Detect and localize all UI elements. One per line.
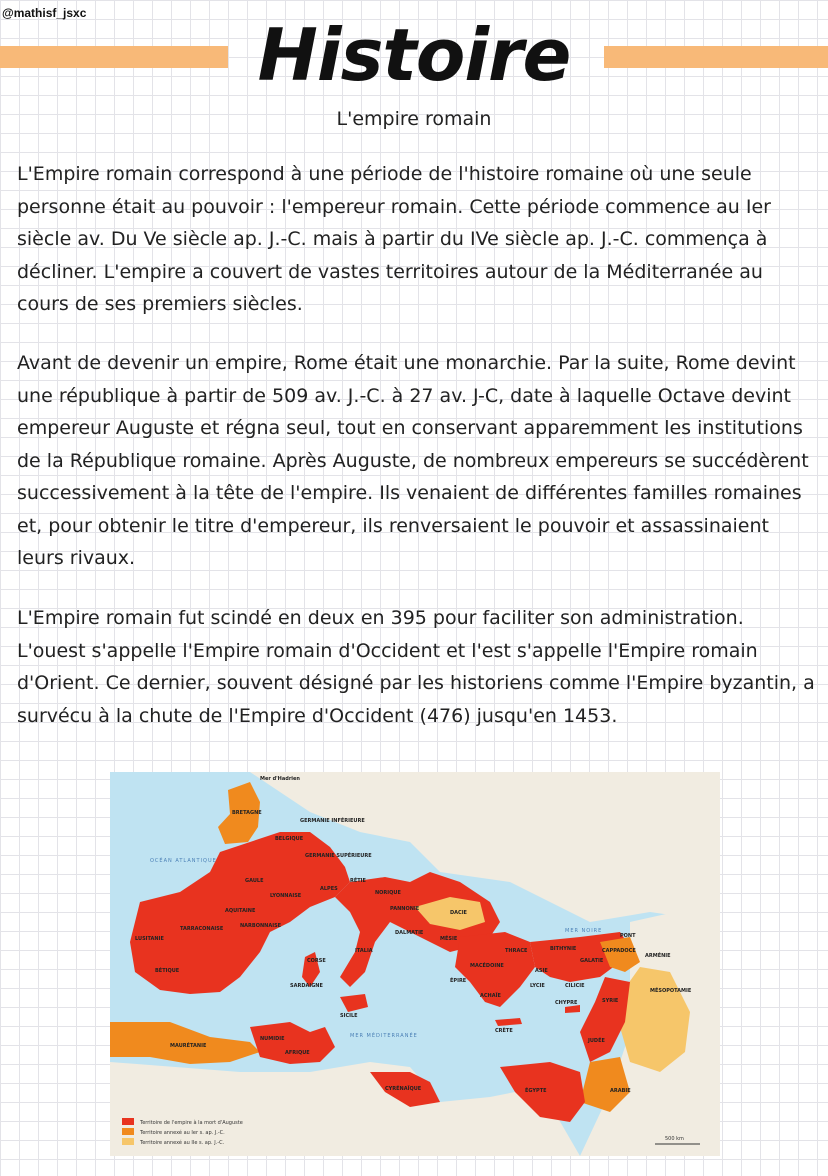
paragraph-history: Avant de devenir un empire, Rome était une monarchie. Par la suite, Rome devint une république à partir de 509 av. J.-C. à 27 av. J-C, date à laquelle Octave devint empereur Auguste et régna seul, tout en conservant apparemment les institutions de la République romaine. Après Auguste, de nombreux empereurs se succédèrent successivement à la tête de l'empire. Ils venaient de différentes familles romaines et, pour obtenir le titre d'empereur, ils renversaient le pouvoir et assassinaient leurs rivaux.	[17, 352, 809, 569]
map-label-syrie: SYRIE	[602, 998, 619, 1004]
map-label-lycie: LYCIE	[530, 983, 545, 989]
map-label-judee: JUDÉE	[588, 1038, 605, 1044]
legend-swatch-2nd-century	[122, 1138, 134, 1145]
map-svg	[110, 772, 720, 1156]
map-label-atlantic: OCÉAN ATLANTIQUE	[150, 858, 217, 864]
paragraph-division: L'Empire romain fut scindé en deux en 395 pour faciliter son administration. L'ouest s'appelle l'Empire romain d'Occident et l'est s'appelle l'Empire romain d'Orient. Ce dernier, souvent désigné par les historiens comme l'Empire byzantin, a survécu à la chute de l'Empire d'Occident (476) jusqu'en 1453.	[17, 607, 815, 727]
map-label-chypre: CHYPRE	[555, 1000, 578, 1006]
map-label-epire: ÉPIRE	[450, 978, 467, 984]
legend-label-2nd-century: Territoire annexé au IIe s. ap. J.-C.	[140, 1140, 225, 1146]
map-label-mauretanie: MAURÉTANIE	[170, 1043, 207, 1049]
map-label-hadrien: Mer d'Hadrien	[260, 776, 300, 782]
map-label-norique: NORIQUE	[375, 890, 401, 896]
map-label-tarraconaise: TARRACONAISE	[180, 926, 224, 932]
paragraph-intro: L'Empire romain correspond à une période de l'histoire romaine où une seule personne était au pouvoir : l'empereur romain. Cette période commence au Ier siècle av. Du Ve siècle ap. J.-C. mais à partir du IVe siècle ap. J.-C. commença à décliner. L'empire a couvert de vastes territoires autour de la Méditerranée au cours de ses premiers siècles.	[17, 163, 771, 315]
map-label-egypte: ÉGYPTE	[525, 1088, 547, 1094]
map-label-black-sea: MER NOIRE	[565, 928, 603, 934]
map-label-betique: BÉTIQUE	[155, 968, 180, 974]
map-label-dacie: DACIE	[450, 910, 467, 916]
map-label-italia: ITALIA	[355, 948, 373, 954]
legend-swatch-auguste	[122, 1118, 134, 1125]
map-label-gaule: GAULE	[245, 878, 264, 884]
map-label-aquitaine: AQUITAINE	[225, 908, 256, 914]
map-label-cappadoce: CAPPADOCE	[602, 948, 636, 954]
legend-swatch-1st-century	[122, 1128, 134, 1135]
map-label-crete: CRÈTE	[495, 1028, 513, 1034]
roman-empire-map	[110, 772, 720, 1156]
map-label-alpes: ALPES	[320, 886, 338, 892]
map-label-corse: CORSE	[307, 958, 326, 964]
map-label-arabie: ARABIE	[610, 1088, 631, 1094]
map-label-pannonie: PANNONIE	[390, 906, 420, 912]
legend-label-auguste: Territoire de l'empire à la mort d'Auguste	[140, 1120, 243, 1126]
map-label-narbonnaise: NARBONNAISE	[240, 923, 282, 929]
map-label-cyrenaique: CYRÉNAÏQUE	[385, 1086, 422, 1092]
map-label-mesopotamie: MÉSOPOTAMIE	[650, 988, 692, 994]
map-label-lusitanie: LUSITANIE	[135, 936, 164, 942]
map-label-belgique: BELGIQUE	[275, 836, 304, 842]
map-label-lyonnaise: LYONNAISE	[270, 893, 302, 899]
map-label-germanie-inf: GERMANIE INFÉRIEURE	[300, 818, 365, 824]
map-label-germanie-sup: GERMANIE SUPÉRIEURE	[305, 853, 372, 859]
map-label-bithynie: BITHYNIE	[550, 946, 577, 952]
map-label-armenie: ARMÉNIE	[645, 953, 671, 959]
page-subtitle: L'empire romain	[336, 108, 492, 130]
map-label-mediterranean: MER MÉDITERRANÉE	[350, 1033, 418, 1039]
map-label-bretagne: BRETAGNE	[232, 810, 262, 816]
map-label-numidie: NUMIDIE	[260, 1036, 285, 1042]
map-label-sardaigne: SARDAIGNE	[290, 983, 323, 989]
scale-label: 500 km	[665, 1136, 684, 1142]
map-label-dalmatie: DALMATIE	[395, 930, 424, 936]
map-label-thrace: THRACE	[505, 948, 528, 954]
map-label-sicile: SICILE	[340, 1013, 358, 1019]
map-label-mesie: MÉSIE	[440, 936, 458, 942]
page-title: Histoire	[257, 13, 571, 97]
map-label-macedoine: MACÉDOINE	[470, 963, 504, 969]
map-label-pont: PONT	[620, 933, 636, 939]
legend-label-1st-century: Territoire annexé au Ier s. ap. J.-C.	[140, 1130, 225, 1136]
map-label-retie: RÉTIE	[350, 878, 366, 884]
map-label-achaie: ACHAÏE	[480, 993, 501, 999]
map-label-galatie: GALATIE	[580, 958, 604, 964]
map-label-afrique: AFRIQUE	[285, 1050, 310, 1056]
map-label-cilicie: CILICIE	[565, 983, 585, 989]
author-handle: @mathisf_jsxc	[2, 6, 87, 20]
map-label-asie: ASIE	[535, 968, 548, 974]
